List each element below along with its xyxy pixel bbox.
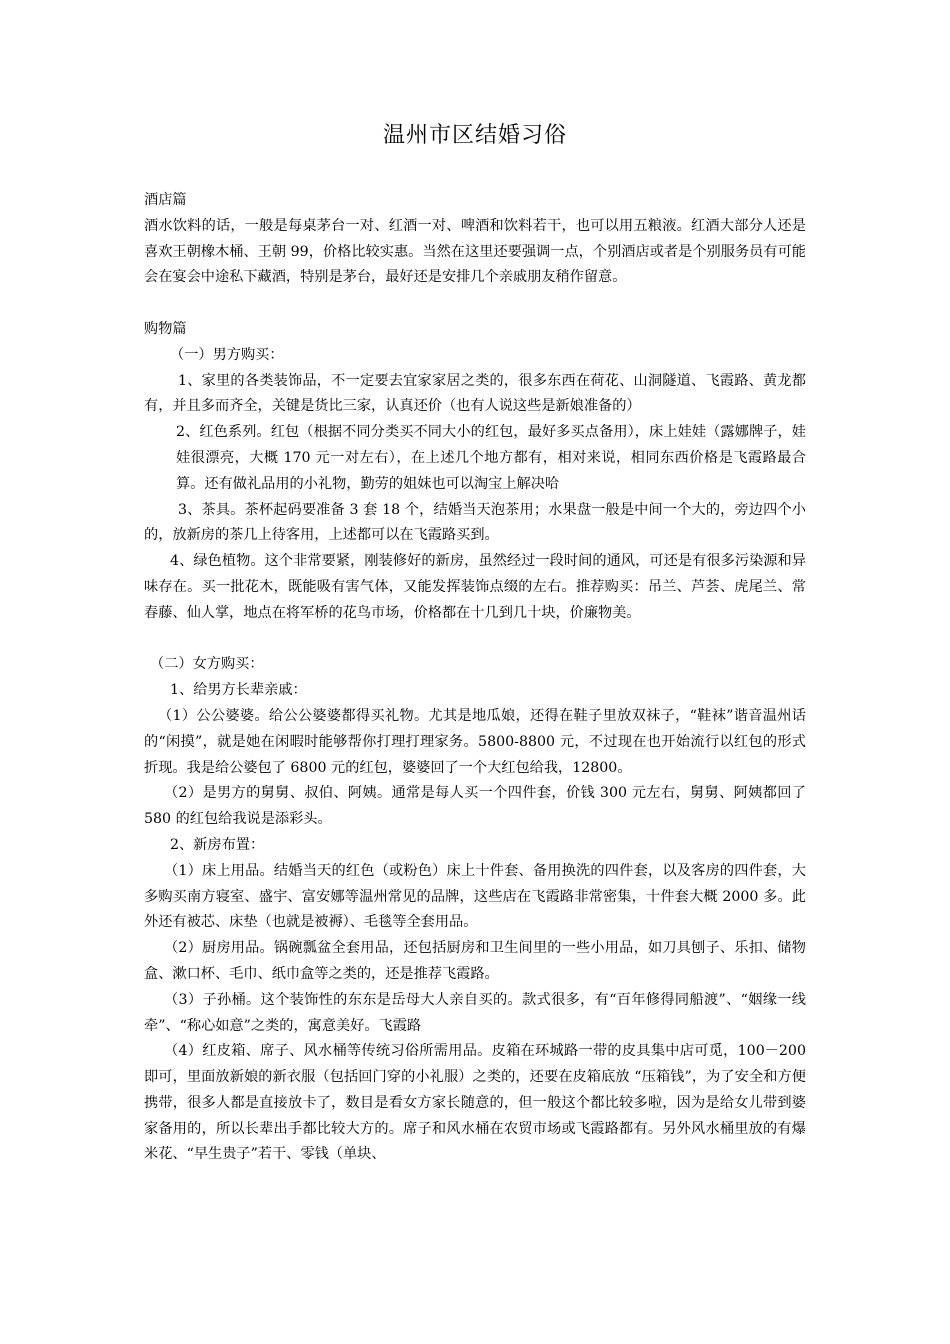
bride-heading: （二）女方购买：: [150, 656, 264, 673]
document-body: [144, 188, 806, 1168]
section-heading-shopping: 购物篇: [144, 320, 187, 337]
paragraph-gap: [144, 291, 806, 317]
paragraph-gap: [144, 627, 806, 653]
page-title: 温州市区结婚习俗: [382, 123, 567, 148]
bride-elders-item-2: （2）是男方的舅舅、叔伯、阿姨。通常是每人买一个四件套，价钱 300 元左右，舅舅、阿姨都回了 580 的红包给我说是添彩头。: [144, 785, 806, 828]
hotel-paragraph: 酒水饮料的话，一般是每桌茅台一对、红酒一对、啤酒和饮料若干，也可以用五粮液。红酒大部分人还是喜欢王朝橡木桶、王朝 99，价格比较实惠。当然在这里还要强调一点，个别酒店或者是个别服务员有可能会在宴会中途私下藏酒，特别是茅台，最好还是安排几个亲戚朋友稍作留意。: [144, 217, 806, 286]
section-heading-hotel: 酒店篇: [144, 192, 187, 208]
groom-item-2: 2、红色系列。红包（根据不同分类买不同大小的红包，最好多买点备用），床上娃娃（露娜牌子，娃娃很漂亮，大概 170 元一对左右），在上述几个地方都有，相对来说，相同东西价格是飞霞路最合算。还有做礼品用的小礼物，勤劳的姐妹也可以淘宝上解决哈: [176, 424, 806, 492]
groom-heading: （一）男方购买：: [170, 346, 284, 363]
bride-subheading-newhome: 2、新房布置：: [170, 836, 265, 853]
bride-elders-item-1: （1）公公婆婆。给公公婆婆都得买礼物。尤其是地瓜娘，还得在鞋子里放双袜子，“鞋袜”谐音温州话的“闲摸”，就是她在闲暇时能够帮你打理打理家务。5800-8800 元，不过现在也开始流行以红包的形式折现。我是给公婆包了 6800 元的红包，婆婆回了一个大红包给我，12800。: [144, 707, 806, 776]
bride-newhome-item-4: （4）红皮箱、席子、风水桶等传统习俗所需用品。皮箱在环城路一带的皮具集中店可觅，100－200 即可，里面放新娘的新衣服（包括回门穿的小礼服）之类的，还要在皮箱底放 “压箱钱”，为了安全和方便携带，很多人都是直接放卡了，数目是看女方家长随意的，但一般这个都比较多啦，因为是给女儿带到婆家备用的，所以长辈出手都比较大方的。席子和风水桶在农贸市场或飞霞路都有。另外风水桶里放的有爆米花、“早生贵子”若干、零钱（单块、: [144, 1043, 806, 1163]
bride-subheading-elders: 1、给男方长辈亲戚：: [170, 682, 307, 699]
bride-newhome-item-3: （3）子孙桶。这个装饰性的东东是岳母大人亲自买的。款式很多，有“百年修得同船渡”、“姻缘一线牵”、“称心如意”之类的，寓意美好。飞霞路: [144, 991, 806, 1034]
bride-newhome-item-1: （1）床上用品。结婚当天的红色（或粉色）床上十件套、备用换洗的四件套，以及客房的四件套，大多购买南方寝室、盛宇、富安娜等温州常见的品牌，这些店在飞霞路非常密集，十件套大概 2000 多。此外还有被芯、床垫（也就是被褥）、毛毯等全套用品。: [144, 862, 806, 931]
bride-newhome-item-2: （2）厨房用品。锅碗瓢盆全套用品，还包括厨房和卫生间里的一些小用品，如刀具刨子、乐扣、储物盒、漱口杯、毛巾、纸巾盒等之类的，还是推荐飞霞路。: [144, 940, 806, 982]
groom-item-4: 4、绿色植物。这个非常要紧，刚装修好的新房，虽然经过一段时间的通风，可还是有很多污染源和异味存在。买一批花木，既能吸有害气体，又能发挥装饰点缀的左右。推荐购买：吊兰、芦荟、虎尾兰、常春藤、仙人掌，地点在将军桥的花鸟市场，价格都在十几到几十块，价廉物美。: [144, 553, 806, 621]
groom-item-1: 1、家里的各类装饰品，不一定要去宜家家居之类的，很多东西在荷花、山洞隧道、飞霞路、黄龙都有，并且多而齐全，关键是货比三家，认真还价（也有人说这些是新娘准备的）: [144, 372, 806, 415]
groom-item-3: 3、茶具。茶杯起码要准备 3 套 18 个，结婚当天泡茶用；水果盘一般是中间一个大的，旁边四个小的，放新房的茶几上待客用，上述都可以在飞霞路买到。: [144, 501, 806, 544]
